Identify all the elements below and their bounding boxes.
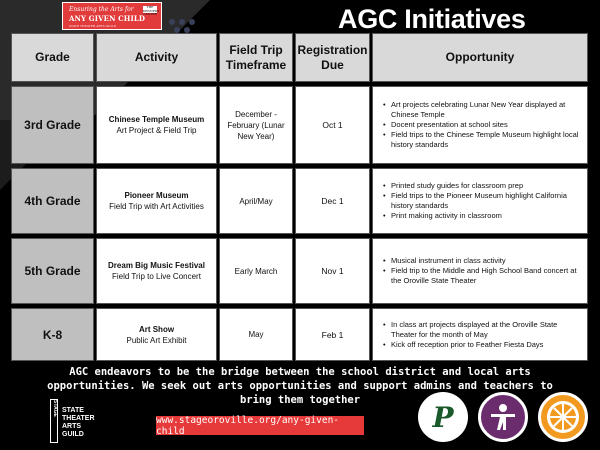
header-activity: Activity: [96, 33, 217, 82]
crest-letter: P: [432, 400, 454, 434]
opportunity-cell: [372, 238, 588, 304]
activity-name: Art Show: [138, 324, 175, 334]
table-header-row: [10, 33, 589, 82]
website-link[interactable]: www.stageoroville.org/any-given-child: [156, 416, 364, 435]
activity-name: Chinese Temple Museum: [108, 115, 205, 124]
opportunity-item: • Kick off reception prior to Feather Fiesta Days: [383, 340, 581, 350]
timeframe-cell: Early March: [219, 238, 293, 304]
due-cell: Feb 1: [295, 308, 370, 361]
activity-name: Pioneer Museum: [124, 191, 189, 200]
page-title: AGC Initiatives: [338, 4, 526, 34]
grade-cell: K-8: [11, 308, 94, 361]
grade-cell: 4th Grade: [11, 168, 94, 234]
guild-line: GUILD: [62, 431, 84, 438]
activity-cell: [96, 168, 217, 234]
table-row: [10, 86, 589, 164]
opportunity-item: • Field trip to the Middle and High School Band concert at the Oroville State Theater: [383, 266, 581, 286]
table-row: [10, 238, 589, 304]
table-row: [10, 168, 589, 234]
activity-name: Dream Big Music Festival: [108, 261, 205, 270]
timeframe-cell: May: [219, 308, 293, 361]
opportunity-item: • In class art projects displayed at the Oroville State Theater for the month of May: [383, 320, 581, 340]
activity-desc: Public Art Exhibit: [126, 335, 187, 345]
due-cell: Nov 1: [295, 238, 370, 304]
guild-line: ARTS: [62, 423, 82, 430]
timeframe-cell: December - February (Lunar New Year): [219, 86, 293, 164]
opportunity-item: • Docent presentation at school sites: [383, 120, 581, 130]
table-row: [10, 308, 589, 361]
stage-letters: STAGE: [52, 400, 58, 417]
opportunity-cell: [372, 86, 588, 164]
school-crest-badge: [418, 392, 468, 442]
opportunity-cell: [372, 168, 588, 234]
any-given-child-logo: [62, 2, 162, 30]
header-due: Registration Due: [295, 33, 370, 82]
guild-line: THEATER: [62, 415, 95, 422]
timeframe-cell: April/May: [219, 168, 293, 234]
activity-cell: [96, 238, 217, 304]
opportunity-cell: [372, 308, 588, 361]
figure-icon: [486, 400, 520, 434]
opportunity-item: • Print making activity in classroom: [383, 211, 581, 221]
opportunity-item: • Printed study guides for classroom prep: [383, 181, 581, 191]
figure-emblem-badge: [478, 392, 528, 442]
stage-mark: [50, 399, 58, 443]
due-cell: Dec 1: [295, 168, 370, 234]
guild-line: STATE: [62, 407, 84, 414]
header-opportunity: Opportunity: [372, 33, 588, 82]
header-timeframe: Field Trip Timeframe: [219, 33, 293, 82]
kennedy-center-mark: THE KENNEDY CENTER: [143, 5, 160, 16]
opportunity-item: • Musical instrument in class activity: [383, 256, 581, 266]
due-cell: Oct 1: [295, 86, 370, 164]
grade-cell: 3rd Grade: [11, 86, 94, 164]
logo-tagline: Ensuring the Arts for: [69, 6, 134, 13]
grade-cell: 5th Grade: [11, 238, 94, 304]
activity-desc: Field Trip with Art Activities: [109, 202, 204, 211]
guild-words: [62, 407, 95, 439]
logo-subtitle: STATE THEATER ARTS GUILD: [69, 24, 117, 28]
opportunity-item: • Art projects celebrating Lunar New Year displayed at Chinese Temple: [383, 100, 581, 120]
orange-slice-badge: [538, 392, 588, 442]
activity-desc: Field Trip to Live Concert: [112, 272, 201, 281]
activity-cell: [96, 86, 217, 164]
header-grade: Grade: [11, 33, 94, 82]
activity-cell: [96, 308, 217, 361]
opportunity-item: • Field trips to the Chinese Temple Museum highlight local history standards: [383, 130, 581, 150]
logo-name: ANY GIVEN CHILD: [69, 14, 146, 23]
orange-slice-icon: [545, 399, 581, 435]
mission-statement: AGC endeavors to be the bridge between the school district and local arts opportunities. We seek out arts opportunities and support admins and teachers to bring them together: [47, 366, 553, 406]
activity-desc: Art Project & Field Trip: [116, 126, 197, 135]
opportunity-item: • Field trips to the Pioneer Museum highlight California history standards: [383, 191, 581, 211]
